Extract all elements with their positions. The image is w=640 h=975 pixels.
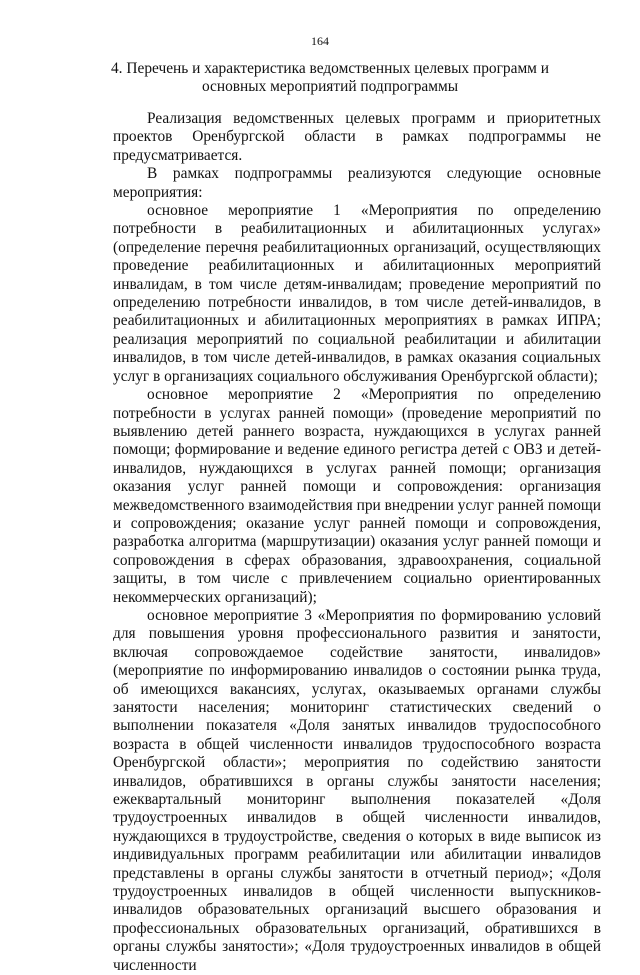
paragraph-measure-2: основное мероприятие 2 «Мероприятия по определению потребности в услугах ранней помощи» (проведение мероприятий по выявлению детей раннего возраста, нуждающихся в услугах ранней помощи; формирование и ведение единого регистра детей с ОВЗ и детей-инвалидов, нуждающихся в услугах ранней помощи; организация оказания услуг ранней помощи и сопровождения: организация межведомственного взаимодействия при внедрении услуг ранней помощи и сопровождения; оказание услуг ранней помощи и сопровождения, разработка алгоритма (маршрутизации) оказания услуг ранней помощи и сопровождения в сферах образования, здравоохранения, социальной защиты, в том числе с привлечением социально ориентированных некоммерческих организаций); xyxy=(113,386,601,606)
paragraph-measure-1: основное мероприятие 1 «Мероприятия по определению потребности в реабилитационных и абилитационных услугах» (определение перечня реабилитационных организаций, осуществляющих проведение реабилитационных и абилитационных мероприятий инвалидам, в том числе детям-инвалидам; проведение мероприятий по определению потребности инвалидов, в том числе детей-инвалидов, в реабилитационных и абилитационных мероприятиях в рамках ИПРА; реализация мероприятий по социальной реабилитации и абилитации инвалидов, в том числе детей-инвалидов, в рамках оказания социальных услуг в организациях социального обслуживания Оренбургской области); xyxy=(113,202,601,385)
page-number: 164 xyxy=(311,34,329,48)
paragraph-list-lead: В рамках подпрограммы реализуются следующие основные мероприятия: xyxy=(113,165,601,201)
paragraph-measure-3: основное мероприятие 3 «Мероприятия по формированию условий для повышения уровня профессионального развития и занятости, включая сопровождаемое содействие занятости, инвалидов» (мероприятие по информированию инвалидов о состоянии рынка труда, об имеющихся вакансиях, услугах, оказываемых органами службы занятости населения; мониторинг статистических сведений о выполнении показателя «Доля занятых инвалидов трудоспособного возраста в общей численности инвалидов трудоспособного возраста Оренбургской области»; мероприятия по содействию занятости инвалидов, обратившихся в органы службы занятости населения; ежеквартальный мониторинг выполнения показателей «Доля трудоустроенных инвалидов в общей численности инвалидов, нуждающихся в трудоустройстве, сведения о которых в виде выписок из индивидуальных программ реабилитации или абилитации инвалидов представлены в органы службы занятости в отчетный период»; «Доля трудоустроенных инвалидов в общей численности выпускников-инвалидов образовательных организаций высшего образования и профессиональных образовательных организаций, обратившихся в органы службы занятости»; «Доля трудоустроенных инвалидов в общей численности xyxy=(113,606,601,974)
section-heading-line-2: основных мероприятий подпрограммы xyxy=(201,78,459,95)
section-heading xyxy=(110,60,550,96)
section-heading-line-1: 4. Перечень и характеристика ведомственных целевых программ и xyxy=(110,60,550,77)
body-text xyxy=(113,110,601,975)
paragraph-intro: Реализация ведомственных целевых программ и приоритетных проектов Оренбургской области в рамках подпрограммы не предусматривается. xyxy=(113,110,601,164)
